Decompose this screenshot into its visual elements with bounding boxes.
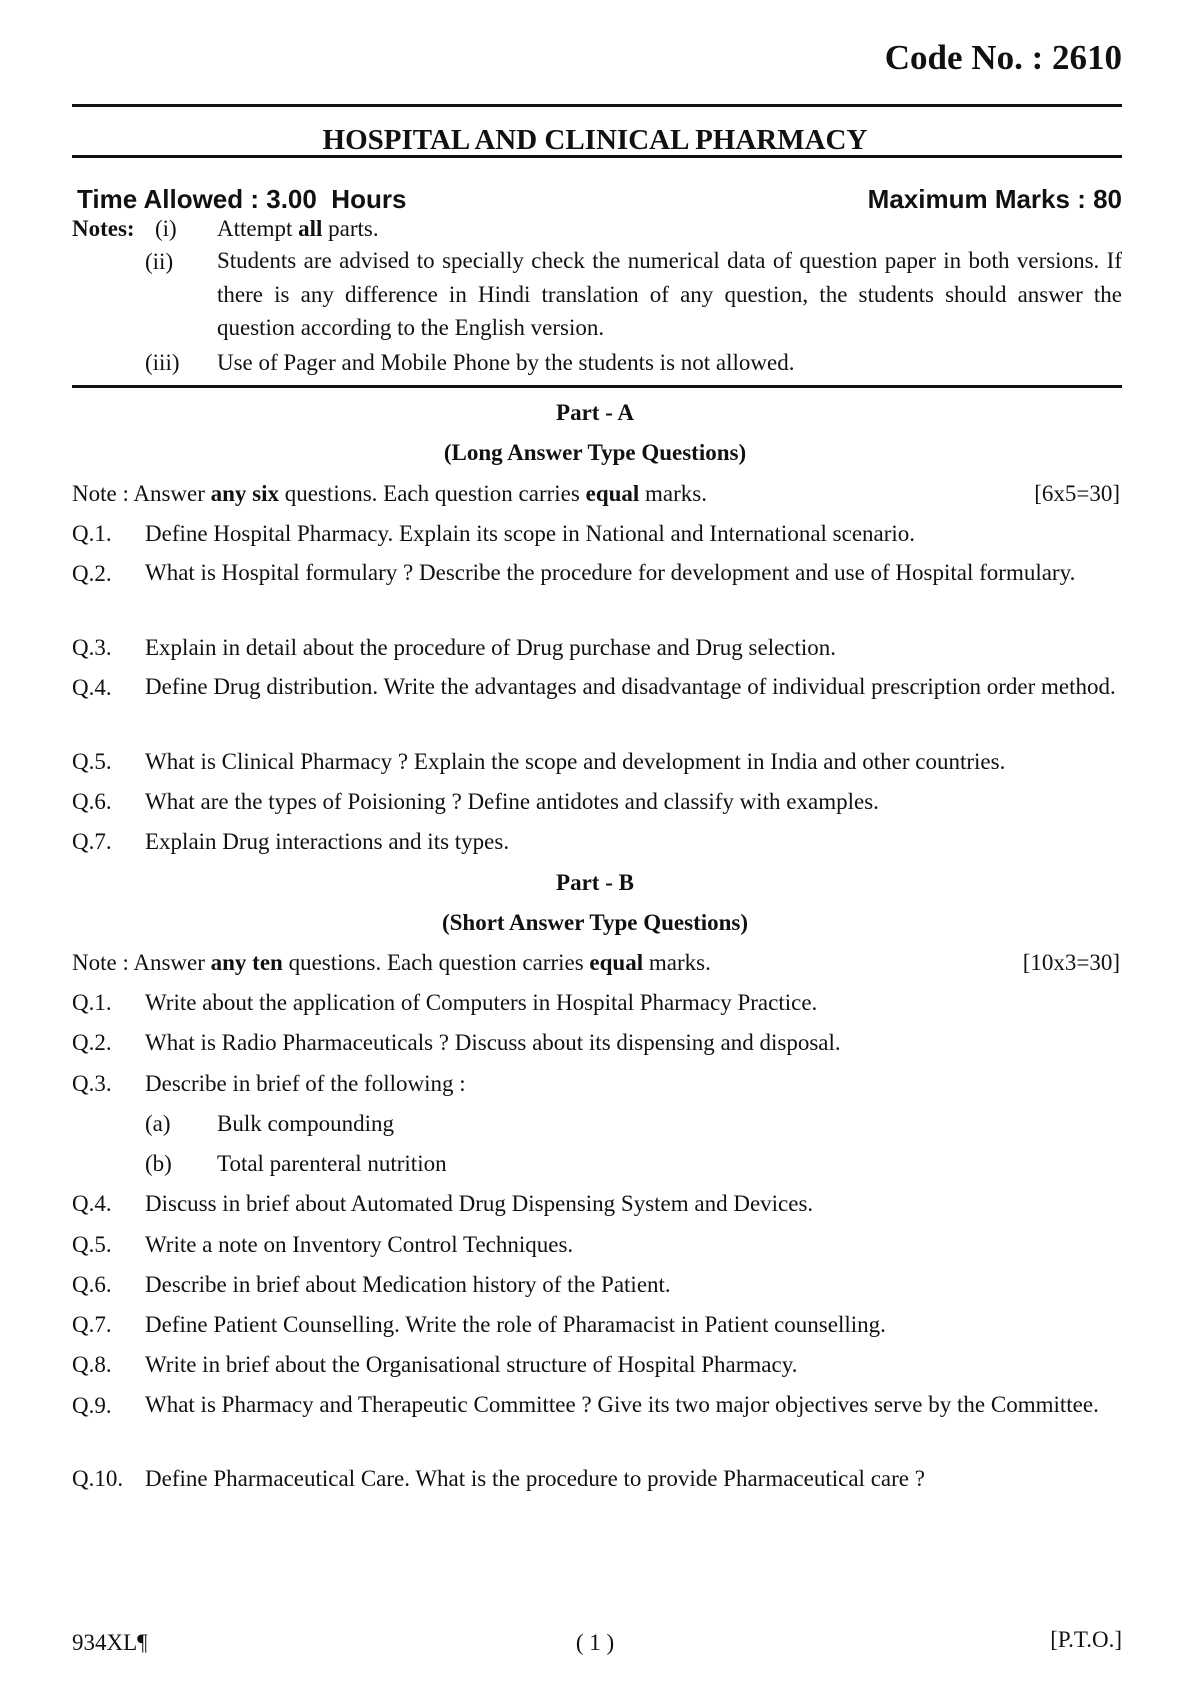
question-text: Explain Drug interactions and its types. xyxy=(145,829,510,854)
part-a-instruction: Note : Answer any six questions. Each question carries equal marks. xyxy=(72,481,708,506)
question-number: Q.6. xyxy=(72,1272,112,1297)
question-number: Q.1. xyxy=(72,521,112,546)
sub-item-label: (a) xyxy=(145,1111,171,1136)
sub-item-text: Total parenteral nutrition xyxy=(217,1151,447,1176)
question-number: Q.8. xyxy=(72,1352,112,1377)
question-number: Q.7. xyxy=(72,829,112,854)
paper-title: HOSPITAL AND CLINICAL PHARMACY xyxy=(322,124,868,156)
question-text: Discuss in brief about Automated Drug Dispensing System and Devices. xyxy=(145,1191,814,1216)
pto-label: [P.T.O.] xyxy=(1050,1627,1122,1652)
sub-item-text: Bulk compounding xyxy=(217,1111,394,1136)
note-number: (i) xyxy=(155,216,177,241)
divider xyxy=(72,155,1122,158)
question-text: Define Pharmaceutical Care. What is the procedure to provide Pharmaceutical care ? xyxy=(145,1466,925,1491)
note-number: (ii) xyxy=(145,249,174,274)
question-text: Write a note on Inventory Control Techniques. xyxy=(145,1232,574,1257)
divider xyxy=(72,385,1122,388)
question-number: Q.3. xyxy=(72,1071,112,1096)
question-text: Describe in brief of the following : xyxy=(145,1071,466,1096)
question-text: Write about the application of Computers in Hospital Pharmacy Practice. xyxy=(145,990,818,1015)
note-text: Students are advised to specially check the numerical data of question paper in both versions. If there is any difference in Hindi translation of any question, the students should answer the question according to the English version. xyxy=(217,248,1122,340)
part-b-marks: [10x3=30] xyxy=(1022,950,1120,975)
question-number: Q.5. xyxy=(72,749,112,774)
question-number: Q.9. xyxy=(72,1393,112,1418)
question-number: Q.2. xyxy=(72,561,112,586)
sub-item-label: (b) xyxy=(145,1151,172,1176)
question-text: Explain in detail about the procedure of Drug purchase and Drug selection. xyxy=(145,635,837,660)
part-b-subtitle: (Short Answer Type Questions) xyxy=(441,910,749,935)
question-text: What are the types of Poisioning ? Define antidotes and classify with examples. xyxy=(145,789,879,814)
question-text: Describe in brief about Medication history of the Patient. xyxy=(145,1272,671,1297)
part-b-instruction: Note : Answer any ten questions. Each question carries equal marks. xyxy=(72,950,711,975)
part-a-subtitle: (Long Answer Type Questions) xyxy=(443,440,747,465)
note-number: (iii) xyxy=(145,350,180,375)
part-a-title: Part - A xyxy=(556,400,634,425)
question-text: Define Hospital Pharmacy. Explain its scope in National and International scenario. xyxy=(145,521,916,546)
page-number: ( 1 ) xyxy=(575,1630,615,1655)
question-number: Q.4. xyxy=(72,1191,112,1216)
question-number: Q.2. xyxy=(72,1030,112,1055)
time-allowed: Time Allowed : 3.00 Hours xyxy=(77,184,407,214)
question-number: Q.7. xyxy=(72,1312,112,1337)
question-number: Q.5. xyxy=(72,1232,112,1257)
part-a-marks: [6x5=30] xyxy=(1034,481,1120,506)
notes-label: Notes: xyxy=(72,216,135,241)
question-text: What is Radio Pharmaceuticals ? Discuss about its dispensing and disposal. xyxy=(145,1030,841,1055)
question-number: Q.6. xyxy=(72,789,112,814)
code-number: Code No. : 2610 xyxy=(884,38,1122,77)
question-text: What is Hospital formulary ? Describe the procedure for development and use of Hospital formulary. xyxy=(145,560,1076,585)
question-number: Q.1. xyxy=(72,990,112,1015)
divider xyxy=(72,104,1122,107)
note-text: Use of Pager and Mobile Phone by the students is not allowed. xyxy=(217,350,795,375)
question-text: What is Clinical Pharmacy ? Explain the scope and development in India and other countries. xyxy=(145,749,1006,774)
note-text: Attempt all parts. xyxy=(217,216,379,241)
question-number: Q.4. xyxy=(72,675,112,700)
question-number: Q.10. xyxy=(72,1466,124,1491)
paper-code: 934XL¶ xyxy=(72,1630,148,1655)
maximum-marks: Maximum Marks : 80 xyxy=(867,184,1122,214)
question-text: Write in brief about the Organisational structure of Hospital Pharmacy. xyxy=(145,1352,798,1377)
question-text: What is Pharmacy and Therapeutic Committee ? Give its two major objectives serve by the Committee. xyxy=(145,1392,1099,1417)
question-number: Q.3. xyxy=(72,635,112,660)
question-text: Define Patient Counselling. Write the role of Pharamacist in Patient counselling. xyxy=(145,1312,886,1337)
question-text: Define Drug distribution. Write the advantages and disadvantage of individual prescription order method. xyxy=(145,674,1116,699)
part-b-title: Part - B xyxy=(556,870,634,895)
